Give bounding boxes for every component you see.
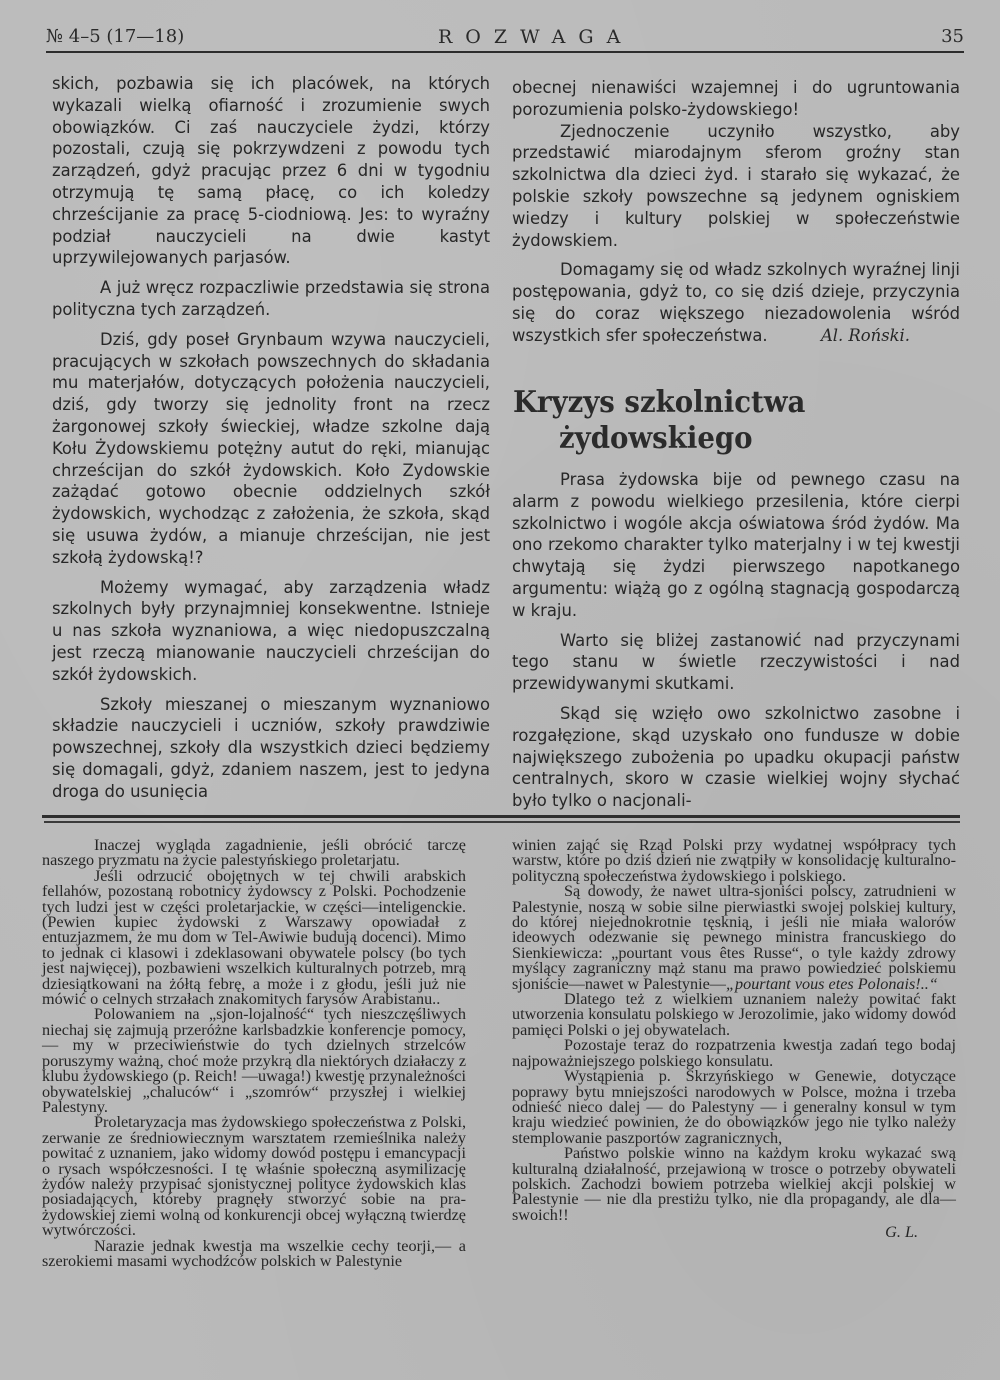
paragraph: Pozostaje teraz do rozpatrzenia kwestja zadań tego bodaj najpoważniejszego polskiego konsulatu. — [512, 1036, 956, 1070]
author-signature: Al. Roński. — [820, 325, 910, 345]
header-rule — [46, 51, 964, 53]
paragraph: Dziś, gdy poseł Grynbaum wzywa nauczycieli, pracujących w szkołach powszechnych do składania mu materjałów, dotyczących położenia nauczycieli, dziś, gdy tworzy się jednolity front na rzecz żargonowej szkoły świeckiej, władze szkolne dają Kołu Żydowskiemu potężny autut do ręki, mianując chrześcijan do szkół żydowskich. Koło Zydowskie zażądać gotowo obecnie oddzielnych szkół żydowskich, wychodząc z założenia, że szkoła, skąd się usuwa żydów, a mianuje chrześcijan, nie jest szkołą żydowską!? — [52, 329, 490, 567]
paragraph: Możemy wymagać, aby zarządzenia władz szkolnych były przynajmniej konsekwentne. Istnieje u nas szkoła wyznaniowa, a więc niedopuszczalną jest rzeczą mianowanie nauczycieli chrześcijan do szkół żydowskich. — [52, 577, 490, 684]
paragraph: skich, pozbawia się ich placówek, na których wykazali wielką ofiarność i zrozumienie swych obowiązków. Ci zaś nauczyciele żydzi, którzy pozostali, czują się pokrzywdzeni z powodu tych zarządzeń, gdyż pracując przez 6 dni w tygodniu otrzymują tę samą płacę, co ich koledzy chrześcijanie za pracę 5-ciodniową. Jes: to wyraźny podział nauczycieli na dwie kastyt uprzywilejowanych parjasów. — [52, 74, 490, 268]
paragraph: Proletaryzacja mas żydowskiego społeczeństwa z Polski, zerwanie ze średniowiecznym warsztatem rzemieślnika należy powitać z uznaniem, jako widomy dowód postępu i emancypacji o rysach współczesności. I tę właśnie społeczną asymilizację żydów należy przypisać sjonistycznej polityce żydowskich klas posiadających, któreby pragnęły stworzyć sobie na pra-żydowskiej ziemi wolną od konkurencji obcej wyłączną twierdzę wytwórczości. — [42, 1113, 466, 1240]
publication-title: ROZWAGA — [438, 26, 634, 48]
issue-number: № 4–5 (17—18) — [46, 26, 185, 47]
paragraph: Zjednoczenie uczyniło wszystko, aby przedstawić miarodajnym sferom groźny stan szkolnictwa dla dzieci żyd. i starało się wykazać, że polskie szkoły powszechne są jedynem ogniskiem wiedzy i kultury polskiej w społeczeństwie żydowskiem. — [512, 121, 960, 250]
paragraph: Są dowody, że nawet ultra-sjoniści polscy, zatrudnieni w Palestynie, noszą w sobie silne pierwiastki swojej polskiej kultury, do której niejednokrotnie tęsknią, i jeśli nie miała walorów ideowych odezwanie się pewnego ministra francuskiego do Sienkiewicza: „pourtant vous êtes Russe“, o tyle każdy zdrowy myślący zagraniczny mąż stanu ma prawo powiedzieć polskiemu sjoniście—nawet w Palestynie—„pourtant vous etes Polonais!..“ — [512, 882, 956, 993]
article1-left-column — [52, 73, 490, 803]
paragraph: Szkoły mieszanej o mieszanym wyznaniowo składzie nauczycieli i uczniów, szkoły prawdziwie powszechnej, szkoły dla wszystkich dzieci będziemy się domagali, gdyż, zdaniem naszem, jest to jedyna droga do usunięcia — [52, 694, 490, 801]
headline-line-1: Kryzys szkolnictwa — [513, 385, 806, 420]
article-headline — [513, 385, 918, 457]
paragraph: Polowaniem na „sjon-lojalność“ tych nieszczęśliwych niechaj się zajmują przeróżne karlsbadzkie konferencje pomocy, — my w przeciwieństwie do tych dzielnych strzelców poruszymy ważną, choć może przykrą dla niektórych działaczy z klubu żydowskiego (p. Reich! —uwaga!) kwestję przynależności obywatelskiej „chaluców“ i „szomrów“ przyszłej i wielkiej Palestyny. — [42, 1005, 466, 1116]
quote-italic: „pourtant vous etes Polonais!..“ — [726, 974, 938, 993]
article3-left-column — [42, 838, 466, 1269]
paragraph: Prasa żydowska bije od pewnego czasu na alarm z powodu wielkiego przesilenia, które cierpi szkolnictwo i wogóle akcja oświatowa śród żydów. Ma ono rzekomo charakter tylko materjalny i w tej kwestji chwytają się żydzi pierwszego napotkanego argumentu: wiążą go z ogólną stagnacją gospodarczą w kraju. — [512, 470, 960, 620]
paragraph: Skąd się wzięło owo szkolnictwo zasobne i rozgałęzione, skąd uzyskało ono fundusze w dobie największego zubożenia po upadku okupacji państw centralnych, skoro w czasie wielkiej wojny słychać było tylko o nacjonali- — [512, 703, 960, 811]
paragraph: Jeśli odrzucić obojętnych w tej chwili arabskich fellahów, pozostaną robotnicy żydowscy z Polski. Pochodzenie tych ludzi jest w części proletarjackie, w części—inteligenckie. (Pewien kupiec żydowski z Warszawy opowiadał z entuzjazmem, że mu dom w Tel-Awiwie budują docenci). Mimo to jednak ci klasowi i zdeklasowani obywatele polscy (bo tych jest najwięcej), pozbawieni wszelkich kulturalnych potrzeb, mrą dziesiątkowani na żółtą febrę, a może i z głodu, jeśli już nie mówić o celnych strzałach znakomitych farysów Arabistanu.. — [42, 866, 466, 1009]
article1-right-column — [512, 77, 960, 346]
article3-right-column — [512, 838, 956, 1241]
headline-line-2: żydowskiego — [559, 421, 753, 456]
paragraph: Domagamy się od władz szkolnych wyraźnej linji postępowania, gdyż to, co się dziś dzieje, przyczynia się do coraz większego niezadowolenia wśród wszystkich sfer społeczeństwa. — [512, 260, 960, 345]
paragraph: Inaczej wygląda zagadnienie, jeśli obrócić tarczę naszego pryzmatu na życie palestyńskiego proletarjatu. — [42, 836, 466, 870]
paragraph: Wystąpienia p. Skrzyńskiego w Genewie, dotyczące poprawy bytu mniejszości narodowych w Polsce, można i trzeba odnieść nieco dalej — do Palestyny — i generalny konsul w tym kraju wiedzieć powinien, że do obowiązków jego nie tylko należy stemplowanie paszportów zagranicznych, — [512, 1067, 956, 1147]
paragraph: A już wręcz rozpaczliwie przedstawia się strona polityczna tych zarządzeń. — [52, 278, 490, 319]
paragraph: obecnej nienawiści wzajemnej i do ugruntowania porozumienia polsko-żydowskiego! — [512, 78, 960, 119]
paragraph: winien zająć się Rząd Polski przy wydatnej współpracy tych warstw, które po dziś dzień nie zwątpiły w konsolidację kulturalno-polityczną społeczeństwa żydowskiego i polskiego. — [512, 836, 956, 885]
paragraph: Dlatego też z wielkiem uznaniem należy powitać fakt utworzenia konsulatu polskiego w Jerozolimie, jako widomy dowód pamięci Polski o jej obywatelach. — [512, 990, 956, 1039]
page-number: 35 — [941, 26, 964, 47]
paragraph: Państwo polskie winno na każdym kroku wykazać swą kulturalną działalność, przejawioną w trosce o potrzeby obywateli polskich. Zachodzi bowiem potrzeba wielkiej akcji polskiej w Palestynie — nie dla prestiżu tylko, nie dla propagandy, ale dla—swoich!! — [512, 1144, 956, 1224]
author-signature: G. L. — [885, 1223, 918, 1242]
page-header — [46, 18, 964, 52]
paragraph: Warto się bliżej zastanowić nad przyczynami tego stanu w świetle rzeczywistości i nad przewidywanymi skutkami. — [512, 630, 960, 694]
article2-body — [512, 469, 960, 812]
paragraph: Narazie jednak kwestja ma wszelkie cechy teorji,— a szerokiemi masami wychodźców polskich w Palestynie — [42, 1236, 466, 1270]
